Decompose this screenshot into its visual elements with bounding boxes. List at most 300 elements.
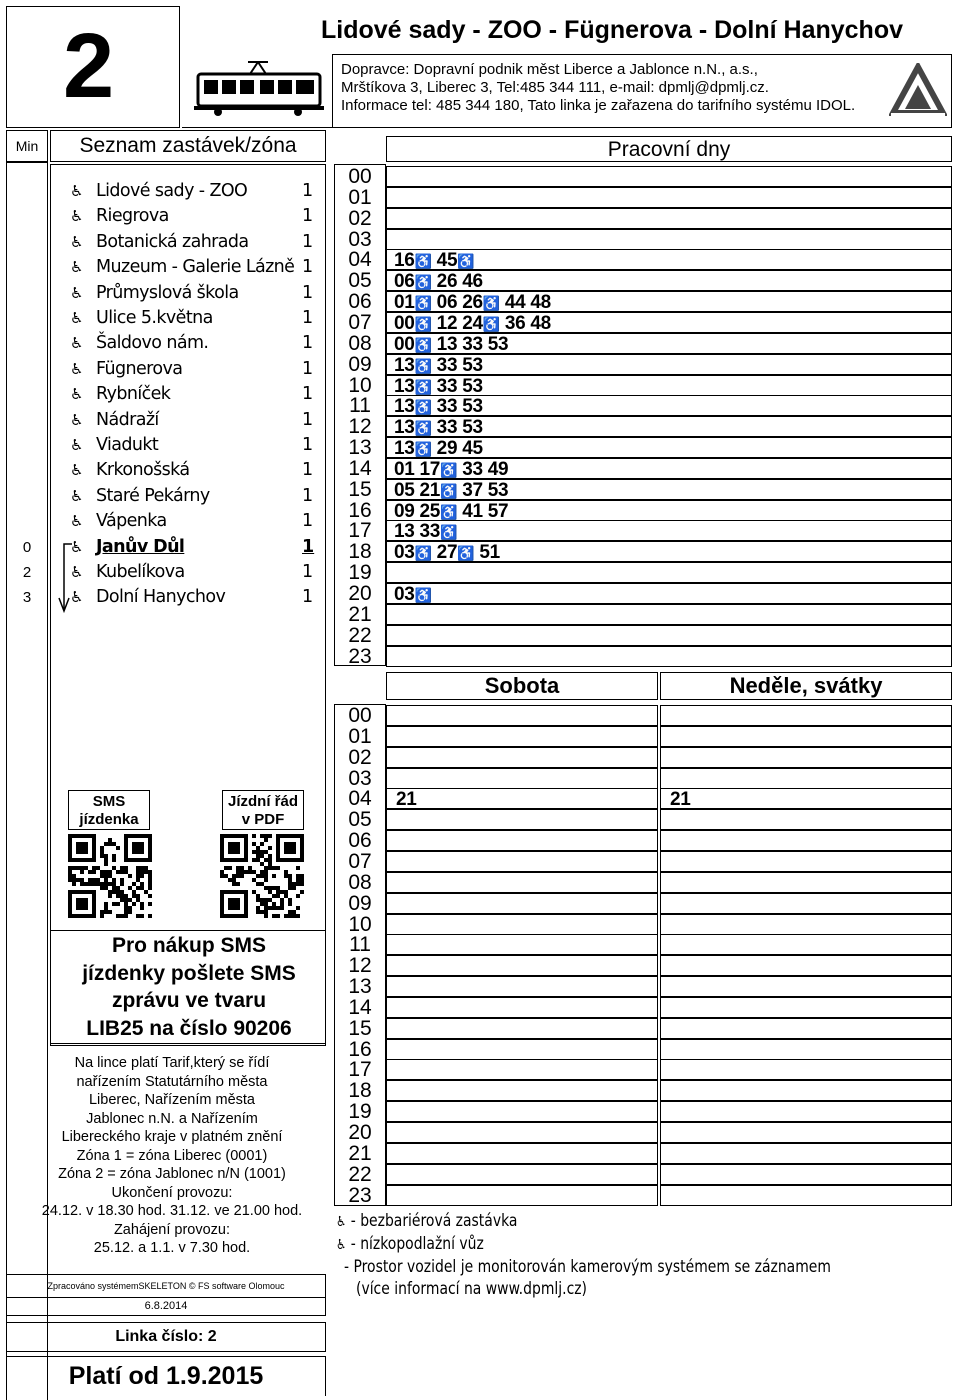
sms-purchase-text bbox=[58, 932, 320, 1042]
departure-minute: 24 bbox=[462, 312, 483, 334]
wheelchair-icon: ♿ bbox=[414, 253, 432, 270]
stop-row bbox=[52, 255, 328, 280]
hour-label: 10 bbox=[348, 912, 372, 936]
departure-minute: 13 bbox=[394, 417, 415, 439]
hour-label: 12 bbox=[348, 415, 372, 439]
sms-qr-code-icon[interactable] bbox=[68, 834, 152, 918]
wheelchair-icon: ♿ bbox=[440, 524, 458, 541]
direction-arrow-icon bbox=[56, 538, 78, 614]
stop-minute: 0 bbox=[22, 538, 32, 556]
sunday-departure-row bbox=[660, 1101, 952, 1122]
hour-label: 11 bbox=[349, 394, 371, 418]
hour-label: 06 bbox=[348, 829, 372, 853]
tariff-line: Zóna 2 = zóna Jablonec n/N (1001) bbox=[58, 1166, 286, 1182]
saturday-departure-row bbox=[386, 934, 658, 955]
hour-label: 13 bbox=[348, 975, 372, 999]
wheelchair-icon: ♿ bbox=[70, 486, 84, 505]
legend-barrier-free bbox=[336, 1210, 517, 1233]
departure-minute: 06 bbox=[436, 292, 458, 314]
hour-label: 13 bbox=[348, 436, 372, 460]
wheelchair-icon: ♿ bbox=[70, 410, 84, 429]
wheelchair-icon: ♿ bbox=[70, 588, 84, 607]
weekday-departures bbox=[394, 376, 483, 398]
departure-minute: 33 bbox=[436, 375, 458, 397]
sunday-departure-row bbox=[660, 1080, 952, 1101]
wheelchair-icon: ♿ bbox=[440, 503, 458, 520]
stop-name: Krkonošská bbox=[96, 460, 190, 481]
weekday-departures bbox=[394, 313, 551, 335]
hour-label: 05 bbox=[348, 269, 372, 293]
saturday-departure-row bbox=[386, 1164, 658, 1185]
departure-minute: 37 bbox=[462, 479, 483, 501]
saturday-departure-row bbox=[386, 1122, 658, 1143]
hour-label: 23 bbox=[348, 1183, 372, 1207]
wheelchair-icon: ♿ bbox=[70, 182, 84, 200]
pdf-qr-code-icon[interactable] bbox=[220, 834, 304, 918]
hour-label: 21 bbox=[348, 1141, 372, 1165]
departure-minute: 13 bbox=[394, 375, 415, 397]
saturday-departure-row bbox=[386, 1185, 658, 1206]
tariff-line: 24.12. v 18.30 hod. 31.12. ve 21.00 hod. bbox=[41, 1203, 303, 1219]
wheelchair-icon: ♿ bbox=[70, 512, 84, 531]
operator-info-line: Dopravce: Dopravní podnik měst Liberce a Jablonce n.N., a.s., bbox=[341, 61, 758, 78]
stop-row bbox=[52, 484, 328, 509]
wheelchair-icon: ♿ bbox=[70, 334, 84, 353]
departure-minute: 48 bbox=[530, 292, 551, 314]
wheelchair-icon: ♿ bbox=[414, 295, 432, 312]
pdf-timetable-label bbox=[222, 790, 304, 830]
departure-minute: 12 bbox=[436, 312, 458, 334]
saturday-departure-row bbox=[386, 1039, 658, 1060]
print-date: 6.8.2014 bbox=[6, 1298, 326, 1316]
departure-minute: 21 bbox=[419, 479, 441, 501]
stop-row bbox=[52, 230, 328, 255]
departure-minute: 51 bbox=[479, 542, 500, 564]
wheelchair-icon: ♿ bbox=[440, 482, 458, 499]
hour-label: 18 bbox=[348, 540, 372, 564]
stop-zone: 1 bbox=[302, 460, 314, 481]
tram-pictogram-area bbox=[182, 54, 332, 128]
hour-label: 09 bbox=[348, 352, 372, 376]
saturday-title: Sobota bbox=[386, 672, 658, 700]
wheelchair-icon: ♿ bbox=[70, 563, 84, 581]
wheelchair-icon: ♿ bbox=[414, 336, 432, 353]
wheelchair-icon: ♿ bbox=[414, 545, 432, 562]
sunday-title: Neděle, svátky bbox=[660, 672, 952, 700]
hour-label: 06 bbox=[348, 290, 372, 314]
stop-zone: 1 bbox=[302, 308, 314, 328]
wheelchair-icon: ♿ bbox=[414, 420, 432, 437]
stop-name: Lidové sady - ZOO bbox=[96, 181, 248, 201]
operator-info bbox=[332, 54, 952, 128]
saturday-departure-row bbox=[386, 1059, 658, 1080]
hour-label: 01 bbox=[348, 185, 372, 209]
legend-text: - nízkopodlažní vůz bbox=[350, 1234, 484, 1254]
tram-icon bbox=[188, 60, 328, 120]
weekday-departure-row bbox=[386, 166, 952, 187]
stop-row bbox=[52, 204, 328, 229]
hour-label: 22 bbox=[348, 623, 372, 647]
weekday-departures bbox=[394, 355, 483, 377]
tariff-line: Zahájení provozu: bbox=[113, 1221, 231, 1238]
stop-row bbox=[52, 433, 328, 458]
sunday-departure-row bbox=[660, 747, 952, 768]
departure-minute: 29 bbox=[436, 438, 458, 460]
saturday-departure-row bbox=[386, 851, 658, 872]
stop-list-title: Seznam zastávek/zóna bbox=[50, 130, 326, 162]
departure-minute: 05 bbox=[394, 479, 415, 501]
hour-label: 16 bbox=[348, 498, 372, 522]
sunday-departure-row bbox=[660, 726, 952, 747]
saturday-departure-row bbox=[386, 1143, 658, 1164]
legend-text: - Prostor vozidel je monitorován kamerovým systémem se záznamem bbox=[344, 1257, 831, 1277]
stop-name: Dolní Hanychov bbox=[96, 587, 226, 608]
sunday-departure-row bbox=[660, 809, 952, 830]
tariff-line: Ukončení provozu: bbox=[111, 1184, 233, 1201]
stop-zone: 1 bbox=[302, 485, 314, 506]
weekday-departure-row bbox=[386, 520, 952, 541]
saturday-departure-row bbox=[386, 1080, 658, 1101]
hour-label: 14 bbox=[348, 995, 372, 1019]
departure-minute: 45 bbox=[462, 438, 483, 460]
departure-minute: 16 bbox=[394, 250, 415, 272]
departure-minute: 26 bbox=[462, 292, 483, 314]
wheelchair-icon: ♿ bbox=[414, 378, 432, 395]
wheelchair-icon: ♿ bbox=[70, 461, 84, 480]
departure-minute: 03 bbox=[394, 542, 415, 564]
hour-label: 11 bbox=[349, 933, 371, 957]
wheelchair-icon: ♿ bbox=[70, 537, 84, 556]
stop-name: Muzeum - Galerie Lázně bbox=[96, 257, 295, 278]
wheelchair-icon: ♿ bbox=[457, 545, 475, 562]
tariff-line: 25.12. a 1.1. v 7.30 hod. bbox=[93, 1240, 251, 1256]
stop-row bbox=[52, 408, 328, 433]
wheelchair-icon: ♿ bbox=[440, 461, 458, 478]
tariff-line: Na lince platí Tarif,který se řídí bbox=[74, 1055, 270, 1071]
hour-label: 03 bbox=[348, 766, 372, 790]
tariff-line: Zóna 1 = zóna Liberec (0001) bbox=[76, 1147, 268, 1164]
operator-info-line: Mrštíkova 3, Liberec 3, Tel:485 344 111, e-mail: dpmlj@dpmlj.cz. bbox=[341, 79, 769, 96]
hour-label: 07 bbox=[348, 849, 372, 873]
departure-minute: 53 bbox=[462, 417, 483, 439]
sunday-departure-row bbox=[660, 705, 952, 726]
wheelchair-icon: ♿ bbox=[457, 253, 475, 270]
weekday-departure-row bbox=[386, 562, 952, 583]
saturday-departure-row bbox=[386, 914, 658, 935]
stop-name: Janův Důl bbox=[96, 536, 185, 557]
stop-zone: 1 bbox=[302, 231, 314, 252]
operator-info-line: Informace tel: 485 344 180, Tato linka je zařazena do tarifního systému IDOL. bbox=[341, 97, 856, 114]
stop-name: Kubelíkova bbox=[96, 562, 185, 582]
departure-minute: 06 bbox=[394, 271, 415, 293]
hour-label: 20 bbox=[348, 1121, 372, 1144]
departure-minute: 17 bbox=[419, 458, 441, 480]
sunday-departure-row bbox=[660, 1122, 952, 1143]
departure-minute: 53 bbox=[487, 333, 509, 355]
stop-row bbox=[52, 535, 328, 560]
legend-more-info bbox=[356, 1278, 587, 1300]
stop-minute: 2 bbox=[22, 564, 32, 581]
sunday-departure-row bbox=[660, 1059, 952, 1080]
hour-label: 01 bbox=[348, 724, 372, 748]
stop-name: Nádraží bbox=[96, 409, 159, 430]
saturday-departures: 21 bbox=[396, 789, 417, 811]
legend-text: - bezbariérová zastávka bbox=[350, 1211, 518, 1231]
hour-label: 08 bbox=[348, 870, 372, 894]
departure-minute: 33 bbox=[436, 354, 458, 376]
wheelchair-icon: ♿ bbox=[70, 309, 84, 327]
stop-name: Vápenka bbox=[96, 511, 167, 532]
saturday-departure-row bbox=[386, 976, 658, 997]
hour-label: 03 bbox=[348, 227, 372, 251]
wheelchair-icon: ♿ bbox=[482, 315, 500, 332]
hour-label: 12 bbox=[348, 954, 372, 978]
hour-label: 19 bbox=[348, 1100, 372, 1124]
sunday-departure-row bbox=[660, 955, 952, 976]
wheelchair-icon: ♿ bbox=[70, 385, 84, 404]
sunday-departures: 21 bbox=[670, 789, 691, 811]
sunday-departure-row bbox=[660, 1018, 952, 1039]
weekday-departure-row bbox=[386, 604, 952, 625]
stop-name: Viadukt bbox=[96, 435, 159, 455]
stop-row bbox=[52, 179, 328, 204]
sms-text-line: jízdenky pošlete SMS bbox=[82, 961, 296, 985]
stop-zone: 1 bbox=[302, 358, 314, 379]
wheelchair-icon: ♿ bbox=[482, 295, 500, 312]
idol-logo-icon bbox=[889, 63, 947, 119]
stop-row bbox=[52, 585, 328, 610]
weekday-departures bbox=[394, 521, 457, 543]
stop-name: Průmyslová škola bbox=[96, 282, 239, 303]
sunday-departure-row bbox=[660, 893, 952, 914]
wheelchair-icon: ♿ bbox=[70, 207, 84, 226]
hour-label: 05 bbox=[348, 808, 372, 832]
saturday-departure-row bbox=[386, 726, 658, 747]
departure-minute: 33 bbox=[462, 333, 483, 355]
stop-minute: 3 bbox=[22, 589, 32, 607]
sunday-departure-row bbox=[660, 997, 952, 1018]
saturday-departure-row bbox=[386, 1018, 658, 1039]
departure-minute: 45 bbox=[436, 250, 458, 272]
hour-label: 21 bbox=[348, 602, 372, 626]
stop-zone: 1 bbox=[302, 333, 314, 354]
weekday-departures bbox=[394, 459, 508, 481]
hour-label: 22 bbox=[348, 1162, 372, 1186]
sms-ticket-label-line: jízdenka bbox=[79, 811, 139, 828]
hour-label: 04 bbox=[348, 787, 372, 811]
stop-row bbox=[52, 382, 328, 407]
hour-label: 17 bbox=[348, 519, 372, 543]
wheelchair-icon: ♿ bbox=[414, 274, 432, 291]
departure-minute: 33 bbox=[436, 417, 458, 439]
hour-label: 04 bbox=[348, 248, 372, 272]
stop-name: Rybníček bbox=[96, 384, 171, 405]
hour-label: 08 bbox=[348, 331, 372, 355]
departure-minute: 00 bbox=[394, 333, 415, 355]
departure-minute: 33 bbox=[419, 521, 441, 543]
departure-minute: 13 bbox=[394, 438, 415, 460]
wheelchair-icon: ♿ bbox=[336, 1237, 347, 1253]
legend-low-floor bbox=[336, 1233, 484, 1256]
weekday-departures bbox=[394, 584, 432, 606]
minutes-header: Min bbox=[6, 130, 48, 162]
weekday-departures bbox=[394, 542, 500, 564]
sms-text-line: LIB25 na číslo 90206 bbox=[86, 1016, 292, 1040]
stop-row bbox=[52, 281, 328, 306]
sunday-departure-row bbox=[660, 851, 952, 872]
wheelchair-icon: ♿ bbox=[336, 1214, 347, 1230]
departure-minute: 57 bbox=[487, 500, 509, 522]
departure-minute: 25 bbox=[419, 500, 441, 522]
wheelchair-icon: ♿ bbox=[70, 359, 84, 378]
departure-minute: 36 bbox=[504, 312, 526, 334]
weekday-departures bbox=[394, 250, 474, 272]
weekday-departure-row bbox=[386, 625, 952, 646]
departure-minute: 13 bbox=[436, 333, 458, 355]
tariff-line: nařízením Statutárního města bbox=[76, 1073, 268, 1090]
wheelchair-icon: ♿ bbox=[70, 258, 84, 277]
departure-minute: 13 bbox=[394, 354, 415, 376]
departure-minute: 33 bbox=[436, 396, 458, 418]
wheelchair-icon: ♿ bbox=[414, 357, 432, 374]
departure-minute: 01 bbox=[394, 292, 415, 314]
stop-name: Botanická zahrada bbox=[96, 231, 249, 252]
weekday-departures bbox=[394, 480, 508, 502]
weekday-departures bbox=[394, 292, 551, 314]
weekday-departure-row bbox=[386, 187, 952, 208]
wheelchair-icon: ♿ bbox=[414, 399, 432, 416]
saturday-departure-row bbox=[386, 705, 658, 726]
wheelchair-icon: ♿ bbox=[414, 441, 432, 458]
departure-minute: 44 bbox=[504, 292, 526, 314]
weekday-departures bbox=[394, 438, 483, 460]
departure-minute: 48 bbox=[530, 312, 551, 334]
departure-minute: 00 bbox=[394, 312, 415, 334]
tariff-line: Jablonec n.N. a Nařízením bbox=[86, 1110, 258, 1127]
departure-minute: 09 bbox=[394, 500, 415, 522]
departure-minute: 53 bbox=[462, 354, 483, 376]
departure-minute: 53 bbox=[487, 479, 509, 501]
departure-minute: 01 bbox=[394, 458, 415, 480]
departure-minute: 13 bbox=[394, 396, 415, 418]
weekday-departures bbox=[394, 271, 483, 293]
hour-label: 20 bbox=[348, 582, 372, 605]
sms-ticket-label-line: SMS bbox=[92, 793, 126, 810]
weekday-departure-row bbox=[386, 646, 952, 667]
departure-minute: 03 bbox=[394, 584, 415, 605]
stop-name: Riegrova bbox=[96, 206, 169, 227]
saturday-departure-row bbox=[386, 830, 658, 851]
tariff-info bbox=[12, 1054, 332, 1268]
weekday-departures bbox=[394, 396, 483, 418]
sunday-departure-row bbox=[660, 872, 952, 893]
weekday-departures bbox=[394, 417, 483, 439]
wheelchair-icon: ♿ bbox=[414, 587, 432, 603]
pdf-timetable-label-line: Jízdní řád bbox=[227, 793, 298, 810]
weekday-departure-row bbox=[386, 229, 952, 250]
software-credit: Zpracováno systémemSKELETON © FS software Olomouc bbox=[6, 1274, 326, 1298]
stop-zone: 1 bbox=[302, 206, 314, 227]
wheelchair-icon: ♿ bbox=[414, 315, 432, 332]
saturday-departure-row bbox=[386, 1101, 658, 1122]
valid-from: Platí od 1.9.2015 bbox=[6, 1356, 326, 1396]
stop-row bbox=[52, 560, 328, 585]
hour-label: 19 bbox=[348, 561, 372, 585]
sunday-departure-row bbox=[660, 1143, 952, 1164]
weekday-departures bbox=[394, 334, 508, 356]
stop-zone: 1 bbox=[302, 435, 314, 455]
departure-minute: 53 bbox=[462, 375, 483, 397]
hour-label: 09 bbox=[348, 891, 372, 915]
stop-name: Fügnerova bbox=[96, 358, 183, 379]
sms-ticket-label bbox=[68, 790, 150, 830]
sunday-departure-row bbox=[660, 768, 952, 789]
departure-minute: 26 bbox=[436, 271, 458, 293]
stop-name: Ulice 5.května bbox=[96, 308, 213, 328]
saturday-departure-row bbox=[386, 955, 658, 976]
stop-zone: 1 bbox=[302, 536, 315, 557]
tariff-line: Libereckého kraje v platném znění bbox=[61, 1129, 283, 1145]
stop-zone: 1 bbox=[302, 587, 314, 608]
line-number-label: Linka číslo: 2 bbox=[6, 1322, 326, 1352]
stop-row bbox=[52, 331, 328, 356]
stop-zone: 1 bbox=[302, 409, 314, 430]
weekday-departure-row bbox=[386, 583, 952, 604]
sms-text-line: zprávu ve tvaru bbox=[111, 989, 267, 1012]
saturday-departure-row bbox=[386, 872, 658, 893]
stop-row bbox=[52, 357, 328, 382]
departure-minute: 53 bbox=[462, 396, 483, 418]
legend-camera bbox=[344, 1256, 831, 1278]
sunday-departure-row bbox=[660, 788, 952, 809]
hour-label: 00 bbox=[348, 704, 372, 727]
sunday-departure-row bbox=[660, 1164, 952, 1185]
wheelchair-icon: ♿ bbox=[70, 283, 84, 302]
saturday-departure-row bbox=[386, 768, 658, 789]
hour-label: 15 bbox=[348, 1016, 372, 1040]
hour-label: 17 bbox=[348, 1058, 372, 1082]
wheelchair-icon: ♿ bbox=[70, 436, 84, 454]
saturday-departure-row bbox=[386, 809, 658, 830]
hour-label: 16 bbox=[348, 1037, 372, 1061]
hour-label: 23 bbox=[348, 644, 372, 668]
hour-label: 02 bbox=[348, 745, 372, 769]
stop-zone: 1 bbox=[302, 511, 314, 532]
hour-label: 00 bbox=[348, 165, 372, 188]
saturday-departure-row bbox=[386, 893, 658, 914]
stop-zone: 1 bbox=[302, 384, 314, 405]
stop-row bbox=[52, 306, 328, 331]
hour-label: 18 bbox=[348, 1079, 372, 1103]
sunday-departure-row bbox=[660, 976, 952, 997]
weekday-departure-row bbox=[386, 208, 952, 229]
tariff-line: Liberec, Nařízením města bbox=[88, 1092, 255, 1108]
saturday-departure-row bbox=[386, 788, 658, 809]
line-number: 2 bbox=[6, 6, 180, 128]
sunday-departure-row bbox=[660, 1185, 952, 1206]
stop-zone: 1 bbox=[302, 181, 314, 201]
departure-minute: 46 bbox=[462, 271, 483, 293]
departure-minute: 27 bbox=[436, 542, 458, 564]
departure-minute: 33 bbox=[462, 458, 483, 480]
hour-label: 02 bbox=[348, 206, 372, 230]
sunday-departure-row bbox=[660, 830, 952, 851]
sunday-departure-row bbox=[660, 1039, 952, 1060]
hour-label: 14 bbox=[348, 456, 372, 480]
departure-minute: 41 bbox=[462, 500, 483, 522]
sunday-departure-row bbox=[660, 934, 952, 955]
stop-row bbox=[52, 509, 328, 534]
